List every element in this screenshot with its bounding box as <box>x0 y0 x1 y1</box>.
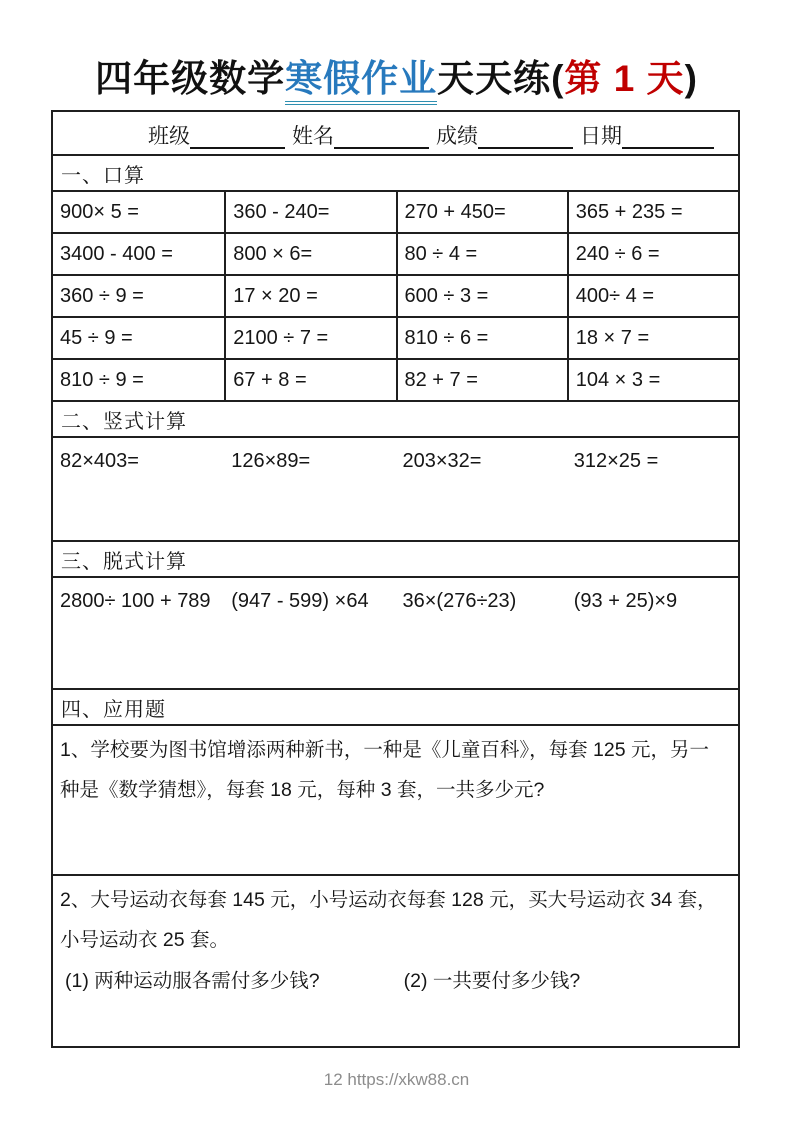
title-grade-text: 四年级数学 <box>95 58 286 99</box>
word-problem-1-text: 1、学校要为图书馆增添两种新书，一种是《儿童百科》，每套 125 元，另一种是《数学猜想》，每套 18 元，每种 3 套，一共多少元? <box>60 739 709 801</box>
oral-grid-row <box>53 190 738 232</box>
section-heading-stepwise: 三、脱式计算 <box>53 540 738 576</box>
footer-page-url: 12 https://xkw88.cn <box>323 1070 470 1089</box>
info-field-score <box>436 126 573 149</box>
word-problem-2-questions <box>53 962 738 1002</box>
oral-grid-row <box>53 316 738 358</box>
stepwise-problem: (93 + 25)×9 <box>573 590 678 612</box>
oral-problem-cell: 270 + 450= <box>396 192 567 232</box>
word-problem-2-q2: (2) 一共要付多少钱? <box>403 969 581 992</box>
vertical-problem: 126×89= <box>231 450 311 472</box>
class-blank-field[interactable] <box>190 127 285 149</box>
oral-problem-cell: 104 × 3 = <box>567 360 738 400</box>
oral-problem-cell: 900× 5 = <box>60 200 139 223</box>
oral-problem-cell: 17 × 20 = <box>224 276 395 316</box>
oral-problem-cell: 810 ÷ 6 = <box>396 318 567 358</box>
vertical-problems-row <box>53 436 738 540</box>
oral-problem-cell: 600 ÷ 3 = <box>396 276 567 316</box>
oral-problem-cell: 80 ÷ 4 = <box>396 234 567 274</box>
title-day-text: 第 1 天 <box>564 58 685 99</box>
oral-problem-cell: 360 - 240= <box>224 192 395 232</box>
oral-grid-row <box>53 232 738 274</box>
word-problem-2-row <box>53 874 738 1046</box>
vertical-problem: 82×403= <box>60 450 139 472</box>
section-heading-oral: 一、口算 <box>53 154 738 190</box>
worksheet-table <box>51 110 740 1048</box>
oral-problem-cell: 810 ÷ 9 = <box>60 368 144 391</box>
vertical-problem: 312×25 = <box>573 450 659 472</box>
date-label: 日期 <box>580 125 622 148</box>
date-blank-field[interactable] <box>622 127 714 149</box>
score-label: 成绩 <box>436 125 478 148</box>
oral-problem-cell: 45 ÷ 9 = <box>60 326 133 349</box>
stepwise-problem: 2800÷ 100 + 789 <box>60 590 211 612</box>
name-label: 姓名 <box>292 125 334 148</box>
stepwise-problem: 36×(276÷23) <box>402 590 517 612</box>
oral-problem-cell: 360 ÷ 9 = <box>60 284 144 307</box>
title-highlight-text: 寒假作业 <box>285 58 437 105</box>
oral-grid-row <box>53 274 738 316</box>
oral-problem-cell: 365 + 235 = <box>567 192 738 232</box>
stepwise-problems-row <box>53 576 738 688</box>
oral-problem-cell: 82 + 7 = <box>396 360 567 400</box>
oral-grid-row <box>53 358 738 400</box>
section-heading-vertical: 二、竖式计算 <box>53 400 738 436</box>
oral-problem-cell: 400÷ 4 = <box>567 276 738 316</box>
info-field-class <box>148 126 285 149</box>
section-heading-word: 四、应用题 <box>53 688 738 724</box>
page-title <box>0 48 793 102</box>
title-middle-text: 天天练( <box>437 58 565 99</box>
word-problem-1-row <box>53 724 738 874</box>
title-suffix-text: ) <box>684 58 698 99</box>
score-blank-field[interactable] <box>478 127 573 149</box>
oral-problem-cell: 3400 - 400 = <box>60 242 173 265</box>
oral-problem-cell: 18 × 7 = <box>567 318 738 358</box>
oral-problem-cell: 67 + 8 = <box>224 360 395 400</box>
oral-problem-cell: 2100 ÷ 7 = <box>224 318 395 358</box>
oral-problem-cell: 240 ÷ 6 = <box>567 234 738 274</box>
word-problem-2-text: 2、大号运动衣每套 145 元，小号运动衣每套 128 元，买大号运动衣 34 套，小号运动衣 25 套。 <box>60 889 717 951</box>
name-blank-field[interactable] <box>334 127 429 149</box>
class-label: 班级 <box>148 125 190 148</box>
oral-problem-cell: 800 × 6= <box>224 234 395 274</box>
word-problem-2-q1: (1) 两种运动服各需付多少钱? <box>65 969 320 992</box>
student-info-row <box>53 112 738 154</box>
info-field-name <box>292 126 429 149</box>
info-field-date <box>580 126 714 149</box>
vertical-problem: 203×32= <box>402 450 482 472</box>
stepwise-problem: (947 - 599) ×64 <box>231 590 369 612</box>
